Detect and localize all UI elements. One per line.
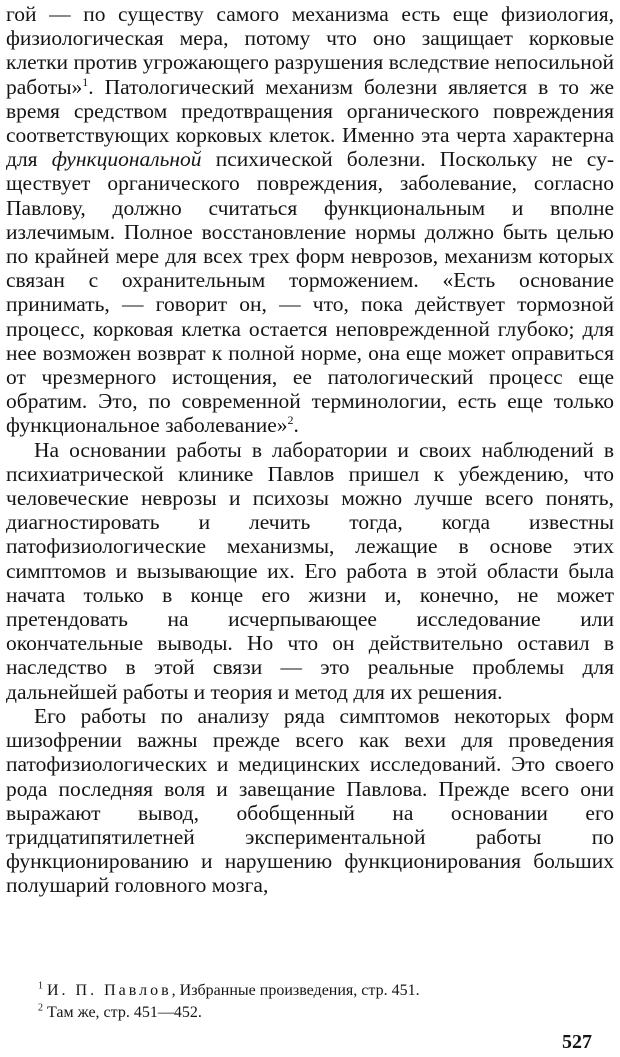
footnote-text: , Избранные произведения, стр. 451.	[171, 982, 420, 999]
footnotes	[38, 980, 598, 1024]
footnote-1	[38, 980, 598, 1002]
footnote-text: Там же, стр. 451—452.	[47, 1004, 202, 1021]
text-run: Его работы по анализу ряда симптомов некоторых форм шизофрении важны прежде всего как вехи для проведения патофизиологических и медицинских исследований. Это своего рода последняя воля и завещание Павлова. Прежде всего они выражают вывод, обобщенный на основании его тридцатипятилетней экспериментальной работы по функционированию и нарушению функционирования больших полушарий головного мозга,	[6, 703, 614, 898]
text-run: гой — по существу самого механизма есть еще физиология, физиологическая мера, потому что оно защищает корковые клетки против угрожающего разрушения вследствие непосильной работы»	[6, 2, 614, 99]
text-run: На основании работы в лаборатории и своих наблюдений в психиатрической клинике Павлов пришел к убеждению, что человеческие неврозы и психозы можно лучше всего понять, диагностировать и лечить тогда, когда известны патофизиологические механизмы, лежащие в основе этих симптомов и вызывающие их. Его работа в этой области была начата только в конце его жизни и, конечно, не может претендовать на исчерпывающее исследование или окончательные выводы. Но что он действительно оставил в наследство в этой связи — это реальные проблемы для дальнейшей работы и теория и метод для их решения.	[6, 437, 614, 704]
footnote-ref: 1	[82, 74, 89, 89]
paragraph	[6, 2, 614, 438]
footnote-mark: 1	[38, 980, 43, 992]
paragraph	[6, 704, 614, 898]
footnote-2	[38, 1002, 598, 1024]
footnote-mark: 2	[38, 1002, 43, 1014]
italic-term: функциональной	[51, 147, 202, 172]
text-run: психической болезни. Поскольку не существует органического повреждения, заболевание, согласно Павлову, должно считаться функциональным и вполне излечимым. Полное восстановление нормы должно быть целью по крайней мере для всех трех форм неврозов, механизм которых связан с охранительным торможением. «Есть основание принимать, — говорит он, — что, пока действует тормозной процесс, корковая клетка остается неповрежденной глубоко; для нее возможен возврат к полной норме, она еще может оправиться от чрезмерного истощения, ее патологический процесс еще обратим. Это, по современной терминологии, есть еще только функциональное заболевание»	[6, 147, 614, 438]
page-number: 527	[562, 1031, 592, 1053]
main-text	[6, 2, 614, 898]
book-page	[6, 0, 614, 1057]
footnote-ref: 2	[287, 413, 294, 428]
text-run: . Патологический механизм болезни является в то же время средством предотвращения органического повреждения соответствующих корковых клеток. Именно эта черта характерна для	[6, 74, 614, 172]
paragraph	[6, 438, 614, 704]
text-run: .	[293, 413, 299, 438]
footnote-author: И. П. Павлов	[47, 982, 172, 999]
